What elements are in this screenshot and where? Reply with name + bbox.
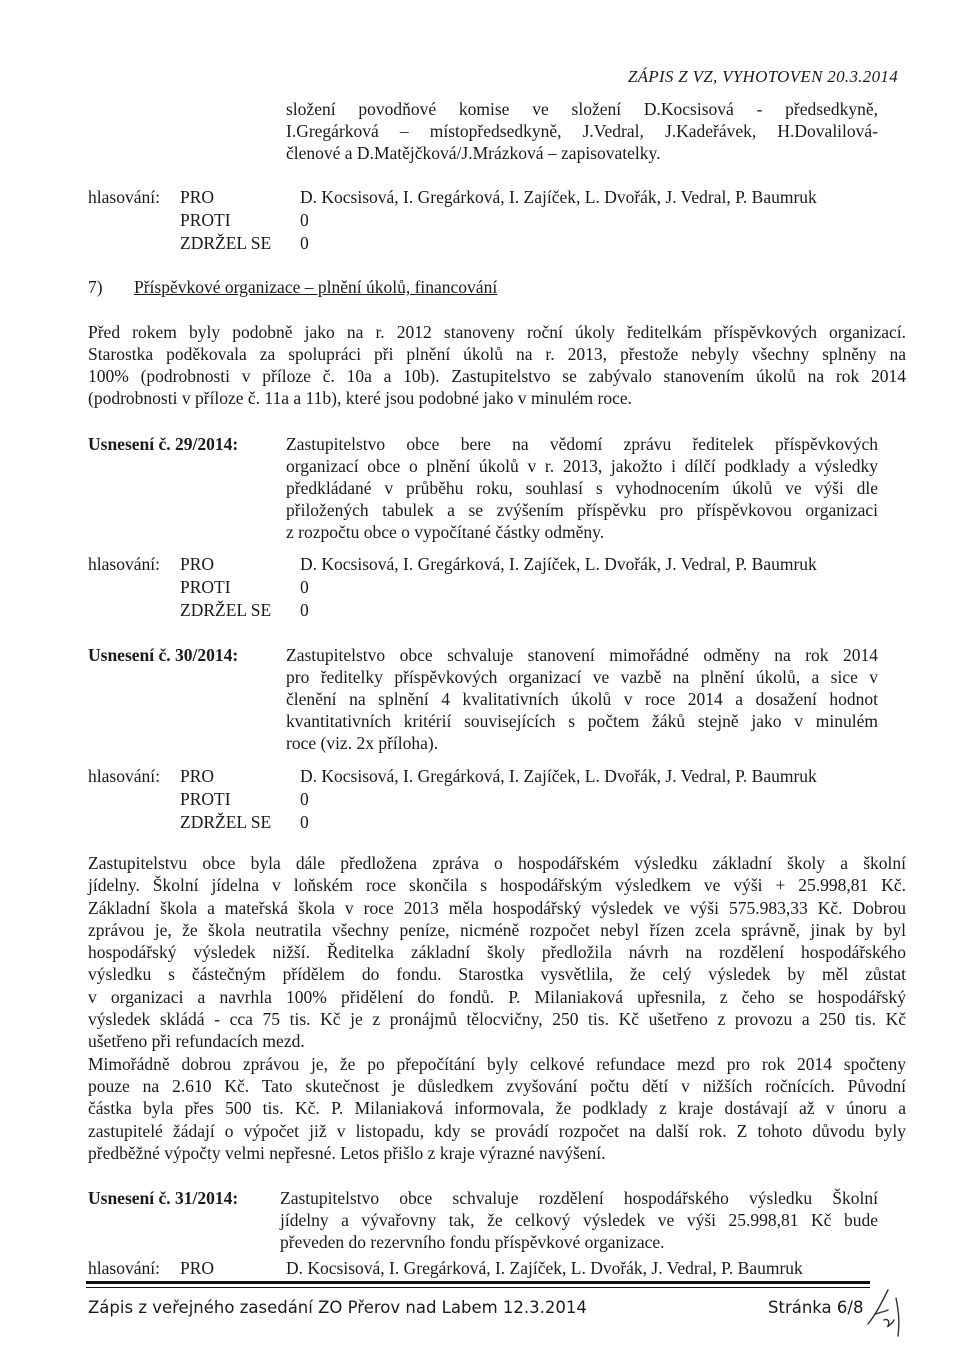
vote-zdrzel-value: 0: [300, 812, 309, 832]
vote-proti-label: PROTI: [180, 577, 231, 597]
paragraph-line: Před rokem byly podobně jako na r. 2012 stanoveny roční úkoly ředitelkám příspěvkových organizací.: [88, 322, 906, 342]
vote-zdrzel-label: ZDRŽEL SE: [180, 233, 272, 253]
footer-divider-thin: [86, 1287, 870, 1288]
resolution-line: Zastupitelstvo obce schvaluje rozdělení hospodářského výsledku Školní: [280, 1188, 878, 1208]
vote-block: [0, 1257, 960, 1281]
resolution-label: Usnesení č. 29/2014:: [88, 434, 239, 454]
paragraph-line: zastupitelé žádají o výpočet již v listopadu, kdy se provádí rozpočet na další rok. Z tohoto důvodu byly: [88, 1120, 906, 1141]
intro-line: I.Gregárková – místopředsedkyně, J.Vedral, J.Kadeřávek, H.Dovalilová-: [286, 121, 878, 141]
resolution-line: členění na splnění 4 kvalitativních úkolů v roce 2014 a dosažení hodnot: [286, 689, 878, 709]
paragraph-line: hospodářský výsledek nižší. Ředitelka základní školy předložila návrh na rozdělení hospodářského: [88, 942, 906, 963]
handwritten-signature-icon: [862, 1284, 910, 1340]
resolution-label: Usnesení č. 30/2014:: [88, 645, 239, 665]
resolution-line: Zastupitelstvo obce bere na vědomí zprávu ředitelek příspěvkových: [286, 434, 878, 454]
intro-line: členové a D.Matějčková/J.Mrázková – zapisovatelky.: [286, 143, 661, 163]
vote-pro-names: D. Kocsisová, I. Gregárková, I. Zajíček, L. Dvořák, J. Vedral, P. Baumruk: [300, 766, 817, 786]
resolution-line: pro ředitelky příspěvkových organizací ve vazbě na plnění úkolů, a sice v: [286, 667, 878, 687]
paragraph-line: ušetřeno při refundacích mezd.: [88, 1031, 305, 1052]
paragraph-line: Základní škola a mateřská škola v roce 2013 měla hospodářský výsledek ve výši 575.983,33 Kč. Dobrou: [88, 897, 906, 918]
vote-block: [0, 186, 960, 256]
vote-proti-value: 0: [300, 789, 309, 809]
vote-pro-label: PRO: [180, 766, 215, 786]
vote-label: hlasování:: [88, 766, 160, 786]
footer-document-title: Zápis z veřejného zasedání ZO Přerov nad Labem 12.3.2014: [88, 1298, 587, 1317]
resolution-text: [280, 1187, 878, 1253]
resolution-line: z rozpočtu obce o vypočítané částky odměny.: [286, 522, 605, 542]
vote-proti-label: PROTI: [180, 210, 231, 230]
resolution-text: [286, 433, 878, 543]
paragraph-line: jídelny. Školní jídelna v loňském roce skončila s hospodářským výsledkem ve výši + 25.998,81 Kč.: [88, 875, 906, 896]
vote-pro-names: D. Kocsisová, I. Gregárková, I. Zajíček, L. Dvořák, J. Vedral, P. Baumruk: [300, 187, 817, 207]
resolution-text: [286, 644, 878, 754]
resolution-line: organizací obce o plnění úkolů v r. 2013, jakožto i dílčí podklady a výsledky: [286, 456, 878, 476]
vote-pro-label: PRO: [180, 554, 215, 574]
vote-zdrzel-label: ZDRŽEL SE: [180, 600, 272, 620]
resolution-line: přiložených tabulek a se zvýšením příspěvku pro příspěvkovou organizaci: [286, 500, 878, 520]
paragraph-line: Starostka poděkovala za spolupráci při plnění úkolů na r. 2013, přestože nebyly všechny splněny na: [88, 344, 906, 364]
section-title: Příspěvkové organizace – plnění úkolů, financování: [134, 277, 498, 297]
vote-pro-label: PRO: [180, 187, 215, 207]
vote-pro-names: D. Kocsisová, I. Gregárková, I. Zajíček, L. Dvořák, J. Vedral, P. Baumruk: [286, 1258, 803, 1278]
paragraph-line: Mimořádně dobrou zprávou je, že po přepočítání byly celkové refundace mezd pro rok 2014 spočteny: [88, 1053, 906, 1074]
vote-label: hlasování:: [88, 554, 160, 574]
paragraph-line: částka byla přes 500 tis. Kč. P. Milaniaková informovala, že podklady z kraje dostávají až v únoru a: [88, 1098, 906, 1119]
paragraph-line: Zastupitelstvu obce byla dále předložena zpráva o hospodářském výsledku základní školy a školní: [88, 853, 906, 873]
paragraph: [88, 852, 906, 1164]
paragraph-line: (podrobnosti v příloze č. 11a a 11b), které jsou podobné jako v minulém roce.: [88, 388, 632, 408]
footer-page-number: Stránka 6/8: [768, 1298, 864, 1317]
vote-proti-value: 0: [300, 577, 309, 597]
vote-pro-label: PRO: [180, 1258, 215, 1278]
vote-proti-value: 0: [300, 210, 309, 230]
vote-block: [0, 765, 960, 835]
resolution-line: převeden do rezervního fondu příspěvkové organizace.: [280, 1232, 665, 1252]
resolution-line: Zastupitelstvo obce schvaluje stanovení mimořádné odměny na rok 2014: [286, 645, 878, 665]
page-header: ZÁPIS Z VZ, VYHOTOVEN 20.3.2014: [627, 67, 898, 86]
vote-label: hlasování:: [88, 187, 160, 207]
vote-label: hlasování:: [88, 1258, 160, 1278]
footer-divider: [86, 1281, 870, 1284]
vote-pro-names: D. Kocsisová, I. Gregárková, I. Zajíček, L. Dvořák, J. Vedral, P. Baumruk: [300, 554, 817, 574]
vote-zdrzel-value: 0: [300, 600, 309, 620]
vote-zdrzel-value: 0: [300, 233, 309, 253]
vote-block: [0, 553, 960, 623]
paragraph: [88, 321, 906, 409]
resolution-line: jídelny a vývařovny tak, že celkový výsledek ve výši 25.998,81 Kč bude: [280, 1210, 878, 1230]
resolution-line: předkládané v průběhu roku, souhlasí s vyhodnocením úkolů ve výši dle: [286, 478, 878, 498]
paragraph-line: výsledek skládá - cca 75 tis. Kč je z pronájmů tělocvičny, 250 tis. Kč ušetřeno z provozu a 250 tis. Kč: [88, 1009, 906, 1030]
intro-line: složení povodňové komise ve složení D.Kocsisová - předsedkyně,: [286, 99, 878, 119]
paragraph-line: předběžné výpočty velmi nepřesné. Letos přišlo z kraje výrazné navýšení.: [88, 1142, 606, 1163]
paragraph-line: výsledku s částečným přídělem do fondu. Starostka vysvětlila, že celý výsledek by měl zůstat: [88, 964, 906, 985]
vote-proti-label: PROTI: [180, 789, 231, 809]
vote-zdrzel-label: ZDRŽEL SE: [180, 812, 272, 832]
paragraph-line: zprávou je, že škola neutratila všechny peníze, nicméně rozpočet nebyl řízen zcela správně, jinak by byl: [88, 919, 906, 940]
section-number: 7): [88, 277, 103, 297]
paragraph-line: pouze na 2.610 Kč. Tato skutečnost je důsledkem zvyšování počtu dětí v nižších ročnících. Původní: [88, 1075, 906, 1096]
intro-block: [286, 98, 878, 164]
paragraph-line: 100% (podrobnosti v příloze č. 10a a 10b). Zastupitelstvo se zabývalo stanovením úkolů na rok 2014: [88, 366, 906, 386]
resolution-line: kvantitativních kritérií souvisejících s počtem žáků stejně jako v minulém: [286, 711, 878, 731]
resolution-line: roce (viz. 2x příloha).: [286, 733, 439, 753]
resolution-label: Usnesení č. 31/2014:: [88, 1188, 239, 1208]
paragraph-line: v organizaci a navrhla 100% přidělení do fondů. P. Milaniaková upřesnila, z čeho se hospodářský: [88, 986, 906, 1007]
